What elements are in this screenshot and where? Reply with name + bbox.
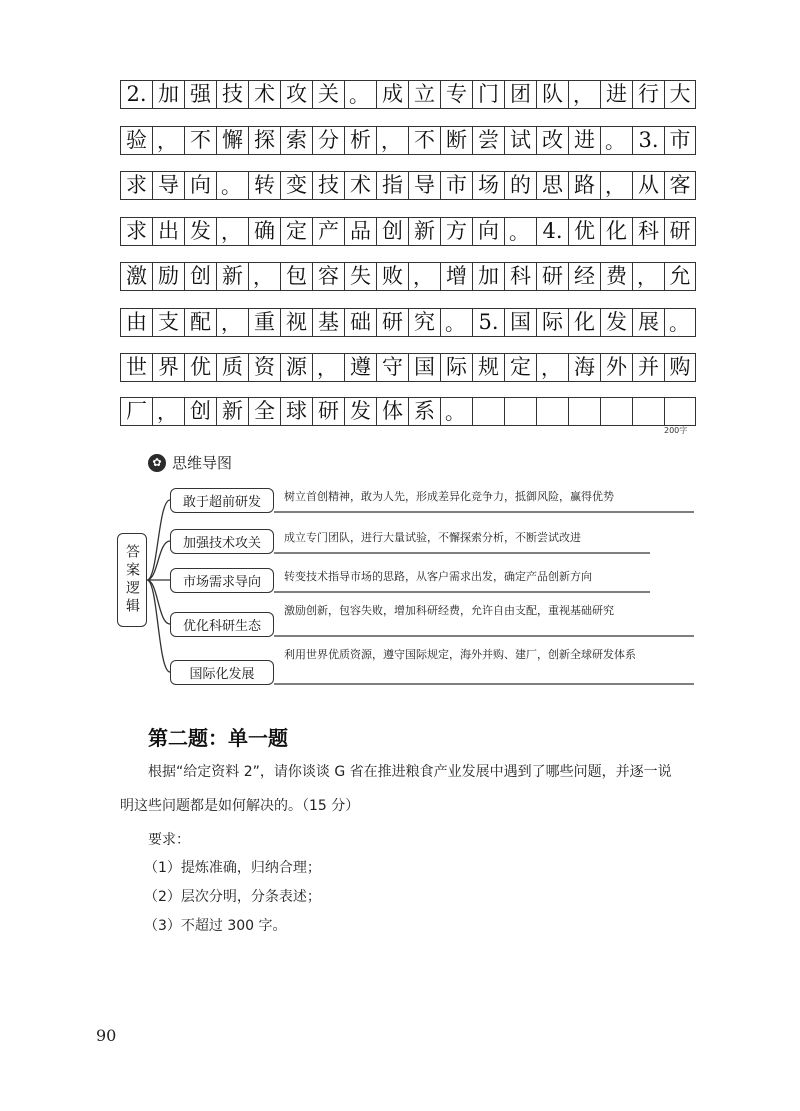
grid-cell: 大 bbox=[664, 81, 696, 108]
branch-2: 加强技术攻关 bbox=[170, 529, 274, 554]
grid-cell: 攻 bbox=[280, 81, 312, 108]
grid-cell: 强 bbox=[184, 81, 216, 108]
grid-cell: 关 bbox=[312, 81, 344, 108]
grid-cell: 新 bbox=[408, 218, 440, 245]
grid-cell: 5. bbox=[472, 309, 504, 336]
grid-cell: 索 bbox=[280, 127, 312, 154]
grid-cell: 。 bbox=[664, 309, 696, 336]
grid-cell: 加 bbox=[472, 263, 504, 290]
grid-cell: 品 bbox=[344, 218, 376, 245]
grid-cell: 国 bbox=[408, 354, 440, 381]
grid-cell: 加 bbox=[152, 81, 184, 108]
grid-cell: 新 bbox=[216, 263, 248, 290]
grid-cell: 的 bbox=[504, 172, 536, 199]
grid-cell: 成 bbox=[376, 81, 408, 108]
grid-cell: 进 bbox=[600, 81, 632, 108]
grid-cell: 市 bbox=[440, 172, 472, 199]
grid-cell: ， bbox=[312, 354, 344, 381]
grid-cell: 发 bbox=[184, 218, 216, 245]
grid-cell: 增 bbox=[440, 263, 472, 290]
grid-cell: ， bbox=[376, 127, 408, 154]
grid-cell: 客 bbox=[664, 172, 696, 199]
grid-cell: 创 bbox=[184, 263, 216, 290]
grid-cell: 不 bbox=[184, 127, 216, 154]
grid-cell: 变 bbox=[280, 172, 312, 199]
grid-cell: ， bbox=[632, 263, 664, 290]
grid-cell: 技 bbox=[312, 172, 344, 199]
grid-cell: 定 bbox=[504, 354, 536, 381]
branch-5: 国际化发展 bbox=[170, 660, 274, 685]
grid-cell: 。 bbox=[216, 172, 248, 199]
grid-cell: 创 bbox=[184, 398, 216, 425]
connector-lines bbox=[147, 500, 170, 672]
question-heading: 第二题：单一题 bbox=[148, 726, 288, 750]
grid-cell: 视 bbox=[280, 309, 312, 336]
grid-cell: 导 bbox=[408, 172, 440, 199]
grid-cell: 费 bbox=[600, 263, 632, 290]
grid-cell: 优 bbox=[184, 354, 216, 381]
grid-cell: 守 bbox=[376, 354, 408, 381]
grid-cell: 规 bbox=[472, 354, 504, 381]
grid-cell: 经 bbox=[568, 263, 600, 290]
grid-cell: 析 bbox=[344, 127, 376, 154]
grid-cell: 失 bbox=[344, 263, 376, 290]
grid-cell: 发 bbox=[600, 309, 632, 336]
branch-2-note: 成立专门团队，进行大量试验，不懈探索分析，不断尝试改进 bbox=[284, 531, 581, 544]
grid-cell: 出 bbox=[152, 218, 184, 245]
grid-cell: 包 bbox=[280, 263, 312, 290]
grid-cell: 4. bbox=[536, 218, 568, 245]
grid-cell: 求 bbox=[120, 172, 152, 199]
grid-cell: 进 bbox=[568, 127, 600, 154]
question-prompt-line2: 明这些问题都是如何解决的。（15 分） bbox=[120, 798, 360, 814]
grid-cell: 导 bbox=[152, 172, 184, 199]
grid-cell: 断 bbox=[440, 127, 472, 154]
grid-cell: 。 bbox=[504, 218, 536, 245]
grid-cell: 球 bbox=[280, 398, 312, 425]
grid-cell: 定 bbox=[280, 218, 312, 245]
grid-cell: 技 bbox=[216, 81, 248, 108]
grid-cell: 科 bbox=[504, 263, 536, 290]
grid-cell: 探 bbox=[248, 127, 280, 154]
grid-cell: 尝 bbox=[472, 127, 504, 154]
grid-cell: 国 bbox=[504, 309, 536, 336]
grid-cell: 由 bbox=[120, 309, 152, 336]
grid-cell: 支 bbox=[152, 309, 184, 336]
grid-cell: ， bbox=[248, 263, 280, 290]
grid-cell: 外 bbox=[600, 354, 632, 381]
grid-cell: 思 bbox=[536, 172, 568, 199]
grid-cell: 研 bbox=[312, 398, 344, 425]
grid-cell: ， bbox=[600, 172, 632, 199]
grid-cell: 化 bbox=[600, 218, 632, 245]
branch-3-note: 转变技术指导市场的思路，从客户需求出发，确定产品创新方向 bbox=[284, 570, 592, 583]
grid-cell: 2. bbox=[120, 81, 152, 108]
mindmap-title: 思维导图 bbox=[172, 454, 233, 472]
grid-cell: 术 bbox=[344, 172, 376, 199]
grid-cell: 方 bbox=[440, 218, 472, 245]
grid-cell: 败 bbox=[376, 263, 408, 290]
grid-cell: ， bbox=[568, 81, 600, 108]
grid-cell: 世 bbox=[120, 354, 152, 381]
grid-cell: 科 bbox=[632, 218, 664, 245]
branch-1-note: 树立首创精神，敢为人先，形成差异化竞争力，抵御风险，赢得优势 bbox=[284, 490, 614, 503]
grid-cell: 求 bbox=[120, 218, 152, 245]
grid-cell: 分 bbox=[312, 127, 344, 154]
grid-cell: 产 bbox=[312, 218, 344, 245]
grid-cell: 试 bbox=[504, 127, 536, 154]
grid-cell: 。 bbox=[600, 127, 632, 154]
grid-cell: 遵 bbox=[344, 354, 376, 381]
grid-cell: 。 bbox=[440, 398, 472, 425]
flower-icon: ✿ bbox=[148, 454, 166, 472]
grid-cell: 市 bbox=[664, 127, 696, 154]
branch-5-note: 利用世界优质资源，遵守国际规定，海外并购、建厂，创新全球研发体系 bbox=[284, 648, 636, 661]
grid-cell: 激 bbox=[120, 263, 152, 290]
grid-cell: ， bbox=[152, 127, 184, 154]
grid-cell: ， bbox=[152, 398, 184, 425]
grid-cell: 购 bbox=[664, 354, 696, 381]
grid-cell: 专 bbox=[440, 81, 472, 108]
grid-cell: 资 bbox=[248, 354, 280, 381]
grid-cell: 际 bbox=[536, 309, 568, 336]
grid-cell: 。 bbox=[440, 309, 472, 336]
char-count-label: 200字 bbox=[664, 426, 688, 435]
grid-cell: 展 bbox=[632, 309, 664, 336]
page-number: 90 bbox=[96, 1026, 117, 1045]
grid-cell: 立 bbox=[408, 81, 440, 108]
branch-3: 市场需求导向 bbox=[170, 568, 274, 593]
grid-cell: 从 bbox=[632, 172, 664, 199]
grid-cell: 系 bbox=[408, 398, 440, 425]
branch-4-note: 激励创新，包容失败，增加科研经费，允许自由支配，重视基础研究 bbox=[284, 604, 614, 617]
grid-cell: 新 bbox=[216, 398, 248, 425]
grid-cell: 向 bbox=[184, 172, 216, 199]
grid-cell: 发 bbox=[344, 398, 376, 425]
grid-cell: ， bbox=[536, 354, 568, 381]
grid-cell: ， bbox=[408, 263, 440, 290]
grid-cell: 3. bbox=[632, 127, 664, 154]
grid-cell: 际 bbox=[440, 354, 472, 381]
grid-cell: 重 bbox=[248, 309, 280, 336]
grid-cell: 。 bbox=[344, 81, 376, 108]
grid-cell: 厂 bbox=[120, 398, 152, 425]
grid-cell: 验 bbox=[120, 127, 152, 154]
grid-cell: 全 bbox=[248, 398, 280, 425]
branch-1: 敢于超前研发 bbox=[170, 488, 274, 513]
grid-cell: 研 bbox=[536, 263, 568, 290]
grid-cell: 指 bbox=[376, 172, 408, 199]
grid-cell: 向 bbox=[472, 218, 504, 245]
grid-cell: 并 bbox=[632, 354, 664, 381]
grid-cell: 场 bbox=[472, 172, 504, 199]
grid-cell: 改 bbox=[536, 127, 568, 154]
grid-cell: 团 bbox=[504, 81, 536, 108]
grid-cell: 源 bbox=[280, 354, 312, 381]
grid-cell: 懈 bbox=[216, 127, 248, 154]
grid-cell: 确 bbox=[248, 218, 280, 245]
grid-cell: 转 bbox=[248, 172, 280, 199]
requirement-2: （2）层次分明，分条表述； bbox=[144, 889, 321, 905]
grid-cell: 优 bbox=[568, 218, 600, 245]
grid-cell: 创 bbox=[376, 218, 408, 245]
grid-cell: 体 bbox=[376, 398, 408, 425]
grid-cell: 界 bbox=[152, 354, 184, 381]
grid-cell: 路 bbox=[568, 172, 600, 199]
grid-cell: ， bbox=[216, 218, 248, 245]
grid-cell: 励 bbox=[152, 263, 184, 290]
requirement-1: （1）提炼准确，归纳合理； bbox=[144, 860, 321, 876]
grid-cell: 基 bbox=[312, 309, 344, 336]
grid-cell: 术 bbox=[248, 81, 280, 108]
grid-cell: ， bbox=[216, 309, 248, 336]
requirements-label: 要求： bbox=[148, 832, 190, 848]
mindmap-root: 答案逻辑 bbox=[117, 533, 147, 627]
grid-cell: 研 bbox=[376, 309, 408, 336]
grid-cell: 行 bbox=[632, 81, 664, 108]
grid-cell: 队 bbox=[536, 81, 568, 108]
grid-cell: 不 bbox=[408, 127, 440, 154]
branch-4: 优化科研生态 bbox=[170, 612, 274, 637]
requirement-3: （3）不超过 300 字。 bbox=[144, 918, 287, 934]
grid-cell: 海 bbox=[568, 354, 600, 381]
grid-cell: 化 bbox=[568, 309, 600, 336]
grid-cell: 础 bbox=[344, 309, 376, 336]
grid-cell: 门 bbox=[472, 81, 504, 108]
question-prompt-line1: 根据“给定资料 2”，请你谈谈 G 省在推进粮食产业发展中遇到了哪些问题，并逐一说 bbox=[148, 764, 672, 780]
grid-cell: 质 bbox=[216, 354, 248, 381]
grid-cell: 允 bbox=[664, 263, 696, 290]
grid-cell: 研 bbox=[664, 218, 696, 245]
grid-cell: 究 bbox=[408, 309, 440, 336]
grid-cell: 配 bbox=[184, 309, 216, 336]
grid-cell: 容 bbox=[312, 263, 344, 290]
